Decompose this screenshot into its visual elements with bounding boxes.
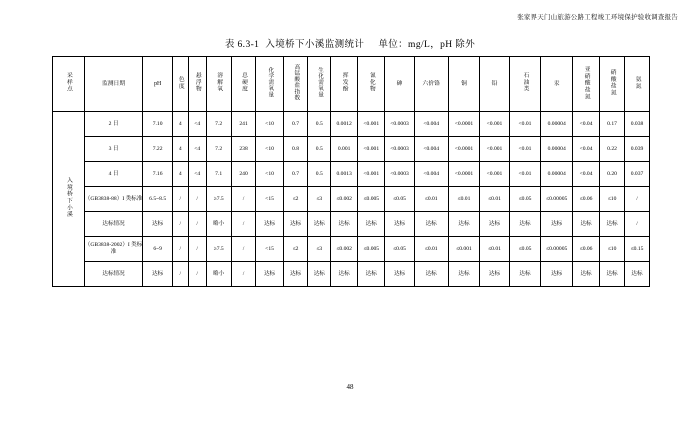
cell-ph: 7.10 bbox=[143, 112, 172, 137]
header-cell-phenol bbox=[331, 57, 358, 112]
cell-cod: <15 bbox=[256, 187, 283, 212]
cell-hardness: 238 bbox=[231, 137, 256, 162]
cell-nitrite: <0.04 bbox=[573, 162, 600, 187]
header-text: 总硬度 bbox=[240, 72, 247, 93]
header-text: 溶解氧 bbox=[215, 72, 222, 93]
cell-nitrite: ≤0.06 bbox=[573, 187, 600, 212]
table-header-row bbox=[53, 57, 650, 112]
cell-mercury: 0.00004 bbox=[541, 112, 573, 137]
cell-nitrate: ≤10 bbox=[600, 187, 625, 212]
cell-ammonia: / bbox=[625, 212, 650, 237]
cell-nitrate: 0.17 bbox=[600, 112, 625, 137]
cell-permanganate: ≤2 bbox=[283, 187, 308, 212]
cell-chromium: <0.004 bbox=[414, 137, 448, 162]
header-cell-color bbox=[172, 57, 188, 112]
cell-bod: 0.5 bbox=[308, 162, 331, 187]
point-label-text: 入境桥下小溪 bbox=[65, 177, 72, 219]
header-text: 铅 bbox=[491, 80, 498, 87]
cell-ammonia: ≤0.15 bbox=[625, 237, 650, 262]
cell-phenol: 0.001 bbox=[331, 137, 358, 162]
cell-hardness: / bbox=[231, 187, 256, 212]
cell-ammonia: 0.037 bbox=[625, 162, 650, 187]
header-cell-copper bbox=[448, 57, 480, 112]
cell-phenol: 0.0012 bbox=[331, 112, 358, 137]
header-text: 石油类 bbox=[522, 72, 529, 93]
table-row bbox=[53, 162, 650, 187]
cell-color: 4 bbox=[172, 137, 188, 162]
cell-copper: 达标 bbox=[448, 262, 480, 287]
cell-permanganate: 0.8 bbox=[283, 137, 308, 162]
cell-suspended: <4 bbox=[188, 112, 206, 137]
row-date: （GB3838-2002）I 类标准 bbox=[84, 237, 143, 262]
row-date: （GB3838-88）I 类标准 bbox=[84, 187, 143, 212]
header-text: 亚硝酸盐氮 bbox=[583, 65, 590, 100]
cell-ammonia: 0.038 bbox=[625, 112, 650, 137]
monitoring-table-container bbox=[52, 56, 650, 287]
page-number: 48 bbox=[346, 383, 354, 391]
header-text: 氨氮 bbox=[634, 75, 641, 90]
cell-do: ≥7.5 bbox=[206, 237, 231, 262]
header-text: 六价铬 bbox=[422, 80, 440, 87]
cell-do: 7.2 bbox=[206, 137, 231, 162]
cell-hardness: / bbox=[231, 237, 256, 262]
cell-do: 7.2 bbox=[206, 112, 231, 137]
table-row bbox=[53, 237, 650, 262]
cell-cod: 达标 bbox=[256, 212, 283, 237]
row-date: 4 日 bbox=[84, 162, 143, 187]
cell-color: / bbox=[172, 187, 188, 212]
cell-petroleum: <0.01 bbox=[509, 137, 541, 162]
header-text: 采样点 bbox=[65, 72, 72, 93]
monitoring-table bbox=[52, 56, 650, 287]
header-cell-nitrite bbox=[573, 57, 600, 112]
header-cell-petroleum bbox=[509, 57, 541, 112]
header-cell-permanganate bbox=[283, 57, 308, 112]
cell-permanganate: ≤2 bbox=[283, 237, 308, 262]
cell-petroleum: ≤0.05 bbox=[509, 187, 541, 212]
cell-hardness: / bbox=[231, 212, 256, 237]
cell-petroleum: 达标 bbox=[509, 262, 541, 287]
cell-lead: <0.001 bbox=[480, 162, 509, 187]
cell-arsenic: 达标 bbox=[385, 262, 414, 287]
cell-petroleum: <0.01 bbox=[509, 162, 541, 187]
cell-permanganate: 达标 bbox=[283, 212, 308, 237]
cell-color: / bbox=[172, 212, 188, 237]
cell-nitrate: 达标 bbox=[600, 212, 625, 237]
cell-phenol: 0.0013 bbox=[331, 162, 358, 187]
cell-mercury: 0.00004 bbox=[541, 162, 573, 187]
cell-arsenic: <0.0003 bbox=[385, 162, 414, 187]
header-cell-bod bbox=[308, 57, 331, 112]
cell-bod: ≤3 bbox=[308, 237, 331, 262]
cell-suspended: / bbox=[188, 212, 206, 237]
cell-hardness: 240 bbox=[231, 162, 256, 187]
cell-ph: 7.22 bbox=[143, 137, 172, 162]
cell-nitrite: <0.04 bbox=[573, 112, 600, 137]
page-title bbox=[0, 36, 700, 50]
table-row bbox=[53, 262, 650, 287]
cell-phenol: 达标 bbox=[331, 212, 358, 237]
header-text: 色度 bbox=[177, 75, 184, 90]
cell-nitrite: 达标 bbox=[573, 262, 600, 287]
cell-hardness: / bbox=[231, 262, 256, 287]
cell-suspended: / bbox=[188, 237, 206, 262]
cell-do: ≥7.5 bbox=[206, 187, 231, 212]
cell-mercury: 达标 bbox=[541, 262, 573, 287]
header-cell-date bbox=[84, 57, 143, 112]
cell-cyanide: <0.001 bbox=[358, 112, 385, 137]
cell-copper: <0.0001 bbox=[448, 137, 480, 162]
cell-mercury: ≤0.00005 bbox=[541, 187, 573, 212]
cell-permanganate: 达标 bbox=[283, 262, 308, 287]
cell-color: / bbox=[172, 262, 188, 287]
cell-cyanide: 达标 bbox=[358, 212, 385, 237]
header-text: 悬浮物 bbox=[194, 72, 201, 93]
cell-arsenic: <0.0003 bbox=[385, 137, 414, 162]
row-date: 2 日 bbox=[84, 112, 143, 137]
cell-color: 4 bbox=[172, 112, 188, 137]
header-cell-suspended bbox=[188, 57, 206, 112]
cell-hardness: 241 bbox=[231, 112, 256, 137]
header-text: 汞 bbox=[553, 80, 560, 87]
cell-do: 略小 bbox=[206, 212, 231, 237]
header-cell-cod bbox=[256, 57, 283, 112]
table-number: 表 6.3-1 bbox=[224, 40, 260, 50]
cell-cod: <10 bbox=[256, 137, 283, 162]
cell-nitrite: ≤0.06 bbox=[573, 237, 600, 262]
cell-bod: 达标 bbox=[308, 212, 331, 237]
table-row bbox=[53, 187, 650, 212]
cell-lead: ≤0.01 bbox=[480, 237, 509, 262]
cell-chromium: ≤0.01 bbox=[414, 237, 448, 262]
cell-cyanide: <0.001 bbox=[358, 137, 385, 162]
cell-petroleum: 达标 bbox=[509, 212, 541, 237]
cell-nitrate: ≤10 bbox=[600, 237, 625, 262]
table-row bbox=[53, 137, 650, 162]
header-cell-do bbox=[206, 57, 231, 112]
header-text: 砷 bbox=[396, 80, 403, 87]
cell-color: 4 bbox=[172, 162, 188, 187]
cell-phenol: ≤0.002 bbox=[331, 237, 358, 262]
cell-copper: ≤0.001 bbox=[448, 237, 480, 262]
cell-ph: 6~9 bbox=[143, 237, 172, 262]
cell-lead: <0.001 bbox=[480, 137, 509, 162]
cell-ammonia: 0.039 bbox=[625, 137, 650, 162]
header-text: 挥发酚 bbox=[341, 72, 348, 93]
cell-cyanide: ≤0.005 bbox=[358, 237, 385, 262]
cell-cyanide: 达标 bbox=[358, 262, 385, 287]
running-header: 张家界天门山旅游公路工程竣工环境保护验收调查报告 bbox=[517, 14, 678, 21]
cell-ph: 达标 bbox=[143, 212, 172, 237]
header-text: 生化需氧量 bbox=[317, 67, 324, 98]
header-text: 化学需氧量 bbox=[267, 67, 274, 98]
table-unit: 单位：mg/L，pH 除外 bbox=[378, 40, 476, 50]
cell-chromium: 达标 bbox=[414, 212, 448, 237]
table-row bbox=[53, 112, 650, 137]
cell-suspended: <4 bbox=[188, 137, 206, 162]
cell-arsenic: 达标 bbox=[385, 212, 414, 237]
header-cell-cyanide bbox=[358, 57, 385, 112]
table-name: 入境桥下小溪监测统计 bbox=[265, 40, 365, 50]
cell-bod: 达标 bbox=[308, 262, 331, 287]
header-cell-chromium bbox=[414, 57, 448, 112]
cell-petroleum: ≤0.05 bbox=[509, 237, 541, 262]
header-text: 硝酸盐氮 bbox=[609, 68, 616, 97]
header-cell-nitrate bbox=[600, 57, 625, 112]
header-text: 铜 bbox=[461, 80, 467, 87]
cell-nitrate: 0.22 bbox=[600, 137, 625, 162]
cell-bod: 0.5 bbox=[308, 112, 331, 137]
cell-cod: 达标 bbox=[256, 262, 283, 287]
cell-copper: ≤0.01 bbox=[448, 187, 480, 212]
cell-permanganate: 0.7 bbox=[283, 162, 308, 187]
header-text: pH bbox=[154, 80, 162, 87]
cell-cod: <10 bbox=[256, 162, 283, 187]
header-cell-ammonia bbox=[625, 57, 650, 112]
cell-cyanide: <0.001 bbox=[358, 162, 385, 187]
cell-nitrite: <0.04 bbox=[573, 137, 600, 162]
cell-cod: <10 bbox=[256, 112, 283, 137]
header-cell-lead bbox=[480, 57, 509, 112]
row-date: 达标情况 bbox=[84, 212, 143, 237]
cell-cyanide: ≤0.005 bbox=[358, 187, 385, 212]
cell-do: 7.1 bbox=[206, 162, 231, 187]
cell-petroleum: <0.01 bbox=[509, 112, 541, 137]
cell-lead: 达标 bbox=[480, 212, 509, 237]
row-date: 3 日 bbox=[84, 137, 143, 162]
cell-copper: <0.0001 bbox=[448, 162, 480, 187]
cell-ph: 达标 bbox=[143, 262, 172, 287]
header-cell-mercury bbox=[541, 57, 573, 112]
header-cell-hardness bbox=[231, 57, 256, 112]
cell-chromium: ≤0.01 bbox=[414, 187, 448, 212]
cell-ammonia: 达标 bbox=[625, 262, 650, 287]
cell-chromium: <0.004 bbox=[414, 112, 448, 137]
cell-chromium: <0.004 bbox=[414, 162, 448, 187]
cell-mercury: 0.00004 bbox=[541, 137, 573, 162]
cell-bod: ≤3 bbox=[308, 187, 331, 212]
cell-nitrate: 0.20 bbox=[600, 162, 625, 187]
cell-ammonia: / bbox=[625, 187, 650, 212]
row-date: 达标情况 bbox=[84, 262, 143, 287]
cell-lead: ≤0.01 bbox=[480, 187, 509, 212]
header-text: 高锰酸盐指数 bbox=[293, 64, 300, 101]
cell-nitrate: 达标 bbox=[600, 262, 625, 287]
cell-ph: 6.5~8.5 bbox=[143, 187, 172, 212]
header-text: 氰化物 bbox=[368, 72, 375, 93]
point-label-cell bbox=[53, 112, 85, 287]
header-text: 监测日期 bbox=[101, 80, 126, 87]
cell-mercury: ≤0.00005 bbox=[541, 237, 573, 262]
table-row bbox=[53, 212, 650, 237]
cell-phenol: ≤0.002 bbox=[331, 187, 358, 212]
cell-arsenic: <0.0003 bbox=[385, 112, 414, 137]
cell-ph: 7.16 bbox=[143, 162, 172, 187]
cell-color: / bbox=[172, 237, 188, 262]
cell-mercury: 达标 bbox=[541, 212, 573, 237]
cell-copper: 达标 bbox=[448, 212, 480, 237]
cell-suspended: / bbox=[188, 187, 206, 212]
header-cell-arsenic bbox=[385, 57, 414, 112]
cell-bod: 0.5 bbox=[308, 137, 331, 162]
cell-arsenic: ≤0.05 bbox=[385, 237, 414, 262]
cell-lead: <0.001 bbox=[480, 112, 509, 137]
cell-suspended: <4 bbox=[188, 162, 206, 187]
cell-suspended: / bbox=[188, 262, 206, 287]
table-body bbox=[53, 112, 650, 287]
cell-do: 略小 bbox=[206, 262, 231, 287]
cell-arsenic: ≤0.05 bbox=[385, 187, 414, 212]
cell-phenol: 达标 bbox=[331, 262, 358, 287]
cell-permanganate: 0.7 bbox=[283, 112, 308, 137]
cell-nitrite: 达标 bbox=[573, 212, 600, 237]
header-cell-point bbox=[53, 57, 85, 112]
cell-cod: <15 bbox=[256, 237, 283, 262]
cell-lead: 达标 bbox=[480, 262, 509, 287]
cell-chromium: 达标 bbox=[414, 262, 448, 287]
cell-copper: <0.0001 bbox=[448, 112, 480, 137]
header-cell-ph bbox=[143, 57, 172, 112]
